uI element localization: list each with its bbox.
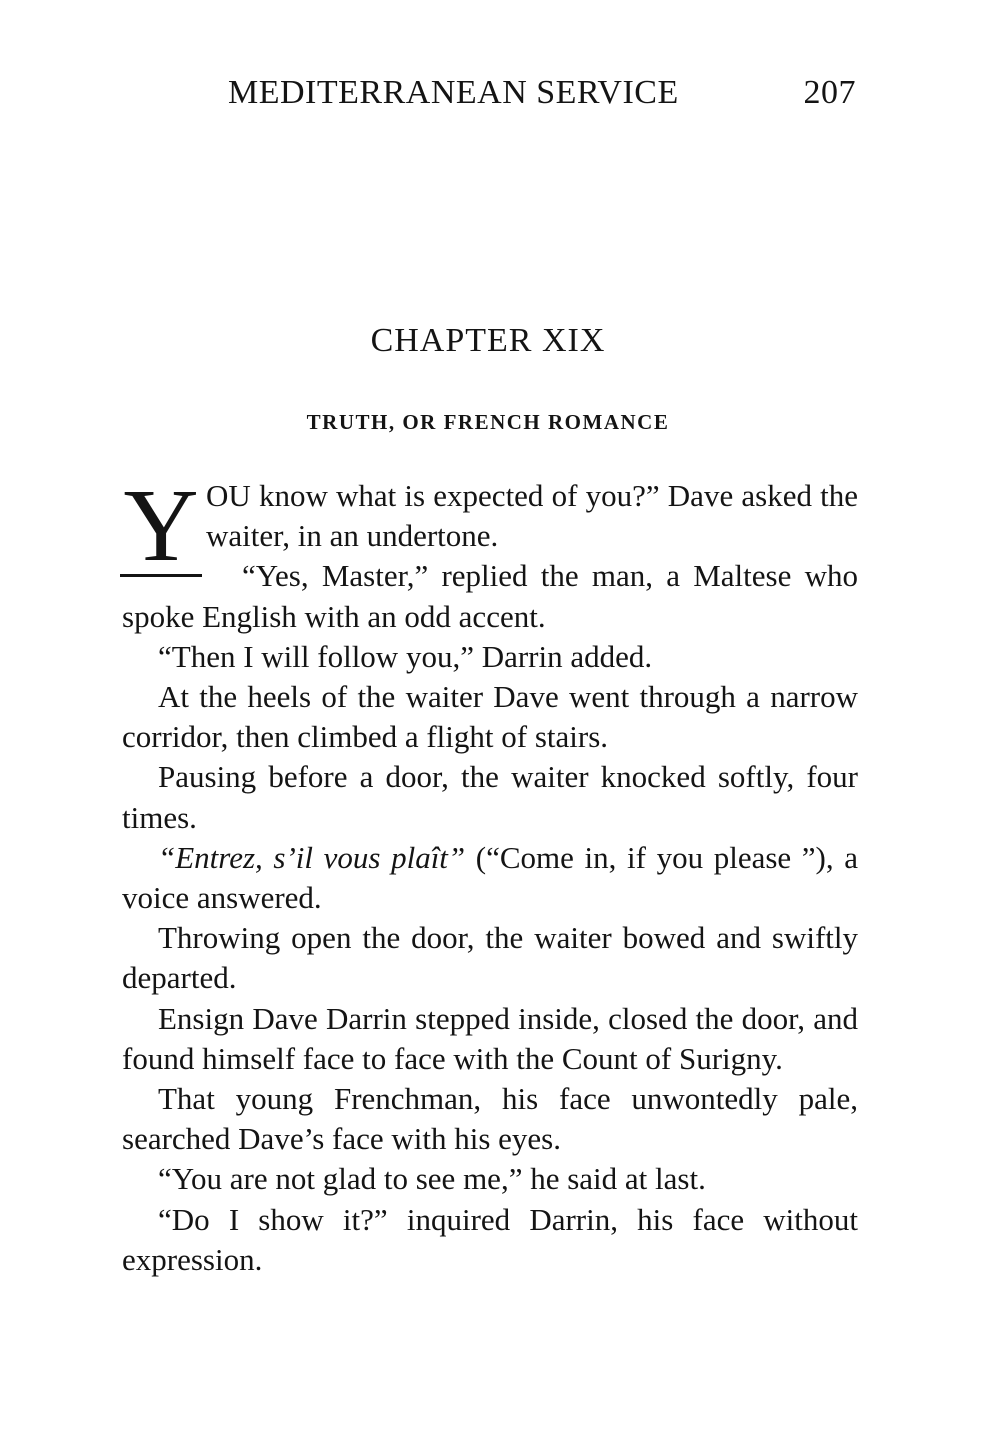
chapter-body [122, 468, 859, 1280]
paragraph-5: Pausing before a door, the waiter knocked softly, four times. [122, 759, 858, 835]
paragraph-7: Throwing open the door, the waiter bowed and swiftly departed. [122, 920, 858, 996]
running-title: MEDITERRANEAN SERVICE [228, 74, 679, 111]
paragraph-6-text: (“Come in, if you please ”), a voice answered. [122, 839, 859, 916]
paragraph-6 [122, 838, 858, 918]
chapter-number: CHAPTER XIX [370, 322, 606, 359]
paragraph-1 [122, 468, 858, 583]
paragraph-1-text: OU know what is expected of you?” Dave asked the waiter, in an undertone. [206, 478, 858, 554]
running-header [228, 74, 856, 118]
paragraph-9: That young Frenchman, his face unwontedly pale, searched Dave’s face with his eyes. [122, 1081, 858, 1157]
paragraph-3: “Then I will follow you,” Darrin added. [158, 638, 653, 674]
paragraph-10: “You are not glad to see me,” he said at last. [158, 1161, 706, 1197]
chapter-title: TRUTH, OR FRENCH ROMANCE [306, 410, 670, 434]
paragraph-4: At the heels of the waiter Dave went through a narrow corridor, then climbed a flight of stairs. [122, 679, 858, 755]
paragraph-11: “Do I show it?” inquired Darrin, his face without expression. [122, 1201, 858, 1277]
french-phrase: “Entrez, s’il vous plaît” [158, 839, 466, 875]
paragraph-8: Ensign Dave Darrin stepped inside, closed the door, and found himself face to face with the Count of Surigny. [122, 1000, 858, 1076]
drop-cap: Y [120, 486, 202, 577]
page-number: 207 [803, 74, 856, 111]
paragraph-2: “Yes, Master,” replied the man, a Maltese who spoke English with an odd accent. [122, 558, 858, 634]
